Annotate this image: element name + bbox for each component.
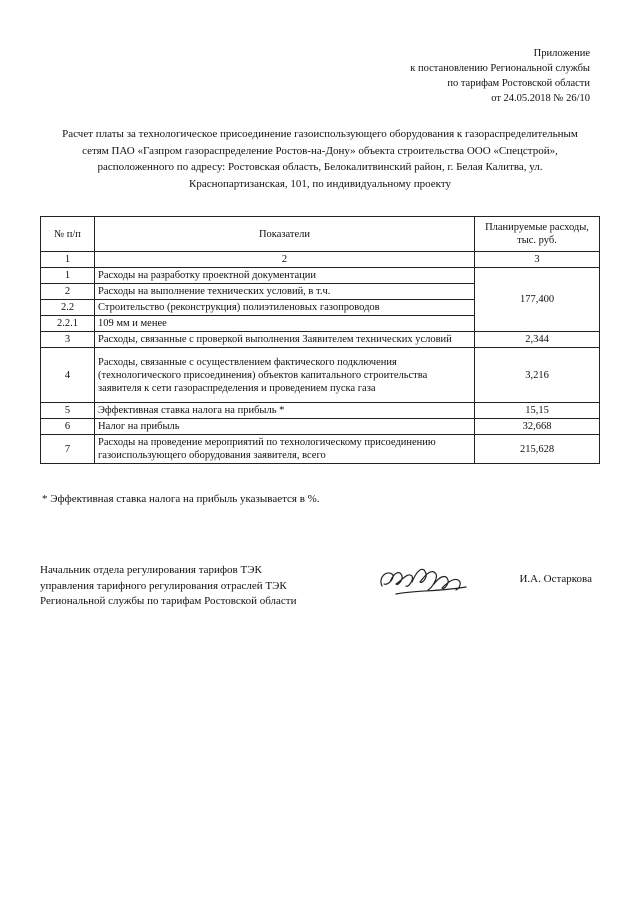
row-number: 6 (41, 419, 95, 435)
appendix-date-line: от 24.05.2018 № 26/10 (491, 93, 590, 104)
title-line: Расчет платы за технологическое присоединение газоиспользующего оборудования к газораспределительным (62, 128, 578, 140)
row-indicator: Расходы на разработку проектной документации (95, 268, 475, 284)
row-indicator: Расходы, связанные с осуществлением фактического подключения (технологического присоединения) объектов капитального строительства заявителя к сети газораспределения и проведением пуска газа (95, 348, 475, 403)
table-row (41, 403, 600, 419)
table-row (41, 435, 600, 464)
row-indicator: Эффективная ставка налога на прибыль * (95, 403, 475, 419)
row-indicator: Расходы на проведение мероприятий по технологическому присоединению газоиспользующего оборудования заявителя, всего (95, 435, 475, 464)
table-index-row (41, 252, 600, 268)
signatory-name: И.А. Остаркова (519, 573, 592, 585)
position-line: Региональной службы по тарифам Ростовской области (40, 595, 297, 607)
row-number: 2 (41, 284, 95, 300)
position-line: управления тарифного регулирования отраслей ТЭК (40, 579, 287, 592)
row-number: 7 (41, 435, 95, 464)
index-cell: 2 (95, 252, 475, 268)
row-cost: 3,216 (475, 348, 600, 403)
row-cost: 215,628 (475, 435, 600, 464)
handwritten-signature (376, 560, 472, 602)
row-cost: 2,344 (475, 332, 600, 348)
appendix-line: по тарифам Ростовской области (447, 78, 590, 89)
position-line: Начальник отдела регулирования тарифов ТЭК (40, 564, 262, 576)
table-row (41, 332, 600, 348)
table-row (41, 419, 600, 435)
title-line: сетям ПАО «Газпром газораспределение Ростов-на-Дону» объекта строительства ООО «Спецстрой», (82, 144, 558, 157)
appendix-line: к постановлению Региональной службы (410, 63, 590, 74)
header-cell-number: № п/п (41, 217, 95, 252)
cost-table (40, 216, 600, 464)
footnote: * Эффективная ставка налога на прибыль указывается в %. (42, 493, 320, 505)
row-indicator: Расходы на выполнение технических условий, в т.ч. (95, 284, 475, 300)
index-cell: 1 (41, 252, 95, 268)
row-indicator: Расходы, связанные с проверкой выполнения Заявителем технических условий (95, 332, 475, 348)
row-number: 4 (41, 348, 95, 403)
table-row (41, 268, 600, 284)
signatory-position (40, 563, 297, 610)
row-number: 2.2.1 (41, 316, 95, 332)
table-header-row (41, 217, 600, 252)
row-number: 3 (41, 332, 95, 348)
header-cell-cost: Планируемые расходы, тыс. руб. (475, 217, 600, 252)
index-cell: 3 (475, 252, 600, 268)
row-cost: 15,15 (475, 403, 600, 419)
row-number: 2.2 (41, 300, 95, 316)
title-line: расположенного по адресу: Ростовская область, Белокалитвинский район, г. Белая Калитва, ул. (97, 161, 543, 173)
merged-cost-cell: 177,400 (475, 268, 600, 332)
row-indicator: 109 мм и менее (95, 316, 475, 332)
row-cost: 32,668 (475, 419, 600, 435)
table-row (41, 348, 600, 403)
title-line: Краснопартизанская, 101, по индивидуальному проекту (189, 177, 451, 190)
header-cell-indicators: Показатели (95, 217, 475, 252)
row-number: 1 (41, 268, 95, 284)
row-number: 5 (41, 403, 95, 419)
appendix-line: Приложение (533, 48, 590, 59)
row-indicator: Налог на прибыль (95, 419, 475, 435)
document-title (40, 126, 600, 192)
appendix-header (330, 46, 590, 106)
row-indicator: Строительство (реконструкция) полиэтиленовых газопроводов (95, 300, 475, 316)
